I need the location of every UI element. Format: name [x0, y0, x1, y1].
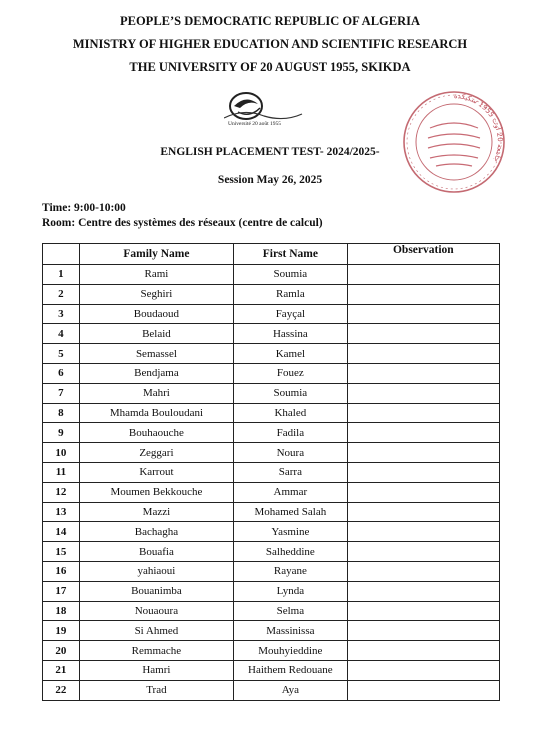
table-row: [43, 344, 500, 364]
row-number: 22: [43, 680, 80, 700]
exam-time: Time: 9:00-10:00: [42, 202, 126, 214]
observation-cell: [347, 304, 499, 324]
first-name-cell: Fayçal: [234, 304, 348, 324]
table-row: [43, 423, 500, 443]
family-name-cell: Semassel: [79, 344, 233, 364]
row-number: 10: [43, 443, 80, 463]
exam-title: ENGLISH PLACEMENT TEST- 2024/2025-: [160, 146, 380, 158]
row-number: 12: [43, 482, 80, 502]
table-row: [43, 561, 500, 581]
family-name-cell: Bendjama: [79, 363, 233, 383]
family-name-cell: Mhamda Bouloudani: [79, 403, 233, 423]
first-name-cell: Khaled: [234, 403, 348, 423]
observation-cell: [347, 363, 499, 383]
first-name-cell: Rayane: [234, 561, 348, 581]
row-number: 3: [43, 304, 80, 324]
family-name-cell: Si Ahmed: [79, 621, 233, 641]
table-row: [43, 443, 500, 463]
header-line-1: PEOPLE’S DEMOCRATIC REPUBLIC OF ALGERIA: [119, 14, 421, 28]
observation-cell: [347, 641, 499, 661]
observation-cell: [347, 502, 499, 522]
first-name-cell: Massinissa: [234, 621, 348, 641]
exam-room: Room: Centre des systèmes des réseaux (centre de calcul): [42, 217, 323, 229]
table-row: [43, 581, 500, 601]
row-number: 1: [43, 265, 80, 285]
observation-cell: [347, 324, 499, 344]
family-name-cell: yahiaoui: [79, 561, 233, 581]
first-name-cell: Sarra: [234, 462, 348, 482]
row-number: 8: [43, 403, 80, 423]
family-name-cell: Bouafia: [79, 542, 233, 562]
family-name-cell: Zeggari: [79, 443, 233, 463]
first-name-cell: Mohamed Salah: [234, 502, 348, 522]
family-name-cell: Bachagha: [79, 522, 233, 542]
first-name-cell: Aya: [234, 680, 348, 700]
observation-cell: [347, 383, 499, 403]
family-name-cell: Mazzi: [79, 502, 233, 522]
table-row: [43, 403, 500, 423]
family-name-cell: Boudaoud: [79, 304, 233, 324]
observation-cell: [347, 462, 499, 482]
first-name-cell: Fouez: [234, 363, 348, 383]
observation-cell: [347, 601, 499, 621]
row-number: 2: [43, 284, 80, 304]
table-row: [43, 680, 500, 700]
family-name-cell: Karrout: [79, 462, 233, 482]
table-row: [43, 462, 500, 482]
family-name-cell: Seghiri: [79, 284, 233, 304]
table-row: [43, 324, 500, 344]
row-number: 11: [43, 462, 80, 482]
first-name-cell: Kamel: [234, 344, 348, 364]
table-row: [43, 522, 500, 542]
row-number: 20: [43, 641, 80, 661]
observation-cell: [347, 284, 499, 304]
table-row: [43, 304, 500, 324]
observation-cell: [347, 542, 499, 562]
table-row: [43, 542, 500, 562]
observation-cell: [347, 561, 499, 581]
family-name-cell: Moumen Bekkouche: [79, 482, 233, 502]
table-row: [43, 502, 500, 522]
logo-text: Université 20 août 1955: [228, 121, 282, 127]
observation-cell: [347, 403, 499, 423]
table-row: [43, 660, 500, 680]
observation-cell: [347, 423, 499, 443]
family-name-cell: Mahri: [79, 383, 233, 403]
row-number: 7: [43, 383, 80, 403]
header-num: [43, 244, 80, 265]
family-name-cell: Hamri: [79, 660, 233, 680]
observation-cell: [347, 482, 499, 502]
first-name-cell: Ammar: [234, 482, 348, 502]
table-row: [43, 641, 500, 661]
table-row: [43, 265, 500, 285]
first-name-cell: Yasmine: [234, 522, 348, 542]
observation-cell: [347, 680, 499, 700]
header-first-name: First Name: [234, 244, 348, 265]
row-number: 15: [43, 542, 80, 562]
observation-cell: [347, 443, 499, 463]
table-row: [43, 621, 500, 641]
family-name-cell: Trad: [79, 680, 233, 700]
first-name-cell: Lynda: [234, 581, 348, 601]
student-table: [42, 243, 500, 701]
first-name-cell: Salheddine: [234, 542, 348, 562]
row-number: 18: [43, 601, 80, 621]
observation-cell: [347, 581, 499, 601]
family-name-cell: Nouaoura: [79, 601, 233, 621]
row-number: 19: [43, 621, 80, 641]
header-line-2: MINISTRY OF HIGHER EDUCATION AND SCIENTIFIC RESEARCH: [72, 37, 468, 51]
header-family-name: Family Name: [79, 244, 233, 265]
row-number: 16: [43, 561, 80, 581]
row-number: 13: [43, 502, 80, 522]
first-name-cell: Soumia: [234, 383, 348, 403]
university-logo: [224, 88, 304, 132]
table-row: [43, 383, 500, 403]
observation-cell: [347, 344, 499, 364]
family-name-cell: Rami: [79, 265, 233, 285]
row-number: 17: [43, 581, 80, 601]
observation-cell: [347, 522, 499, 542]
family-name-cell: Remmache: [79, 641, 233, 661]
first-name-cell: Ramla: [234, 284, 348, 304]
row-number: 21: [43, 660, 80, 680]
first-name-cell: Selma: [234, 601, 348, 621]
observation-cell: [347, 621, 499, 641]
first-name-cell: Mouhyieddine: [234, 641, 348, 661]
family-name-cell: Bouhaouche: [79, 423, 233, 443]
row-number: 6: [43, 363, 80, 383]
header-observation: Observation: [347, 244, 499, 265]
header-line-3: THE UNIVERSITY OF 20 AUGUST 1955, SKIKDA: [129, 60, 411, 74]
family-name-cell: Bouanimba: [79, 581, 233, 601]
row-number: 4: [43, 324, 80, 344]
first-name-cell: Soumia: [234, 265, 348, 285]
row-number: 9: [43, 423, 80, 443]
stamp-text: جامعة 20 أوت 1955 سكيكدة: [453, 91, 504, 164]
first-name-cell: Hassina: [234, 324, 348, 344]
row-number: 14: [43, 522, 80, 542]
table-row: [43, 284, 500, 304]
first-name-cell: Haithem Redouane: [234, 660, 348, 680]
table-row: [43, 482, 500, 502]
observation-cell: [347, 265, 499, 285]
table-row: [43, 363, 500, 383]
row-number: 5: [43, 344, 80, 364]
first-name-cell: Noura: [234, 443, 348, 463]
table-row: [43, 601, 500, 621]
observation-cell: [347, 660, 499, 680]
session-date: Session May 26, 2025: [217, 174, 323, 186]
family-name-cell: Belaid: [79, 324, 233, 344]
table-header-row: [43, 244, 500, 265]
first-name-cell: Fadila: [234, 423, 348, 443]
